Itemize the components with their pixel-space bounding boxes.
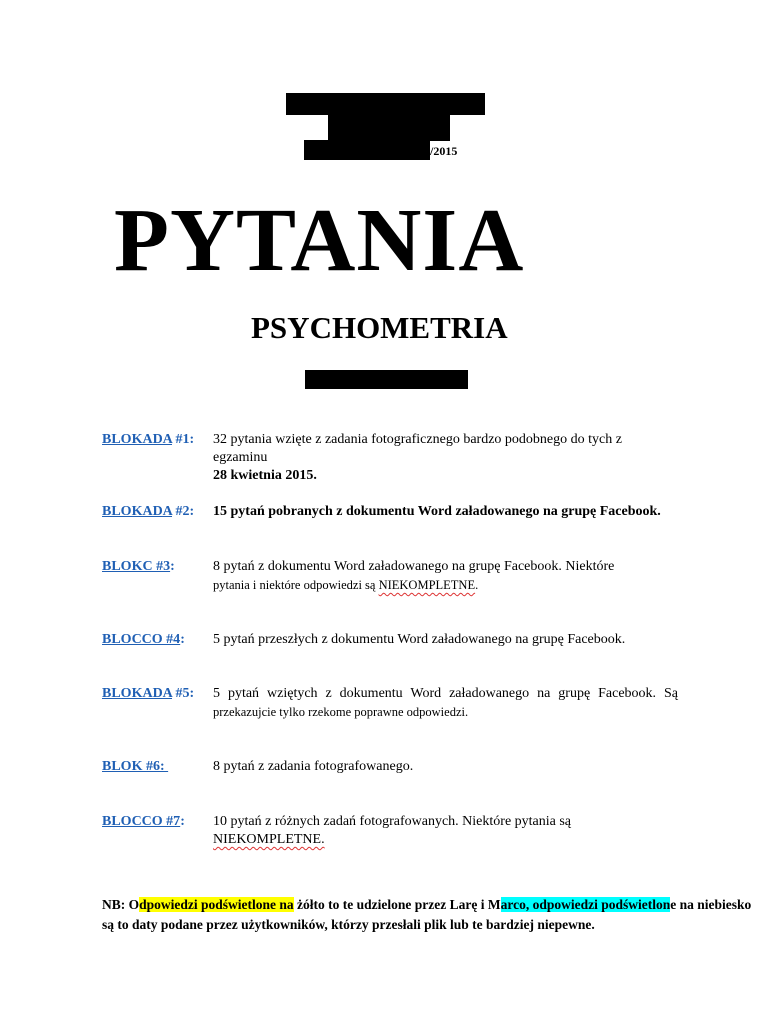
block-3-link[interactable]: BLOKC #3 [102, 559, 171, 574]
block-3-desc-line1: 8 pytań z dokumentu Word załadowanego na grupę Facebook. Niektóre [213, 559, 615, 574]
block-7-description [213, 813, 678, 849]
document-subtitle: PSYCHOMETRIA [251, 310, 508, 345]
block-4-number: : [180, 632, 185, 647]
block-5-desc-line2: przekazujcie tylko rzekome poprawne odpowiedzi. [213, 705, 469, 719]
block-5-link[interactable]: BLOKADA [102, 686, 173, 701]
date-fragment: /2015 [430, 144, 458, 158]
block-5-number: #5: [172, 686, 195, 701]
block-3-number: : [170, 559, 175, 574]
block-2-number: #2: [172, 504, 195, 519]
block-3-desc-line2 [213, 576, 678, 594]
note-middle: żółto to te udzielone przez Larę i M [293, 897, 501, 912]
block-7-label [102, 813, 185, 831]
block-2-description: 15 pytań pobranych z dokumentu Word załadowanego na grupę Facebook. [213, 504, 661, 519]
block-7-desc-text: 10 pytań z różnych zadań fotografowanych. Niektóre pytania są [213, 814, 572, 829]
note-prefix: NB: O [102, 897, 140, 912]
block-4-description: 5 pytań przeszłych z dokumentu Word załadowanego na grupę Facebook. [213, 632, 626, 647]
block-7-link[interactable]: BLOCCO #7 [102, 814, 181, 829]
block-5-label [102, 685, 194, 703]
redaction-bar-lower [305, 370, 468, 389]
note-highlight-cyan: arco, odpowiedzi podświetlon [500, 897, 671, 912]
block-2-link[interactable]: BLOKADA [102, 504, 173, 519]
block-5-desc-line1: 5 pytań wziętych z dokumentu Word załadowanego na grupę Facebook. Są [213, 686, 678, 701]
block-4-label [102, 631, 185, 649]
block-3-desc-line2-end: . [475, 578, 479, 592]
block-1-number: #1: [172, 432, 195, 447]
block-6-link[interactable]: BLOK #6: [102, 759, 169, 774]
block-7-number: : [180, 814, 185, 829]
redaction-bar-middle [328, 113, 450, 141]
block-6-label [102, 758, 168, 776]
block-4-link[interactable]: BLOCCO #4 [102, 632, 181, 647]
block-1-label [102, 431, 194, 449]
spellcheck-word: NIEKOMPLETNE. [213, 832, 325, 847]
note [102, 895, 768, 935]
block-6-description: 8 pytań z zadania fotografowanego. [213, 759, 414, 774]
spellcheck-word: NIEKOMPLETNE [378, 578, 476, 592]
note-end: e na niebiesko [670, 897, 752, 912]
block-2-label [102, 503, 194, 521]
block-1-desc-line2: 28 kwietnia 2015. [213, 468, 317, 483]
block-1-description [213, 431, 678, 485]
block-3-desc-line2-text: pytania i niektóre odpowiedzi są [213, 578, 379, 592]
note-line2: są to daty podane przez użytkowników, którzy przesłali plik lub te bardziej niepewne. [102, 917, 595, 932]
block-3-description [213, 558, 678, 594]
note-highlight-yellow: dpowiedzi podświetlone na [139, 897, 294, 912]
redaction-bar-date [304, 140, 430, 160]
block-3-label [102, 558, 175, 576]
redaction-bar-top [286, 93, 485, 115]
document-title: PYTANIA [114, 191, 525, 290]
block-1-desc-line1: 32 pytania wzięte z zadania fotograficznego bardzo podobnego do tych z egzaminu [213, 432, 622, 465]
block-5-description [213, 685, 678, 721]
block-1-link[interactable]: BLOKADA [102, 432, 173, 447]
note-line1 [102, 895, 768, 915]
